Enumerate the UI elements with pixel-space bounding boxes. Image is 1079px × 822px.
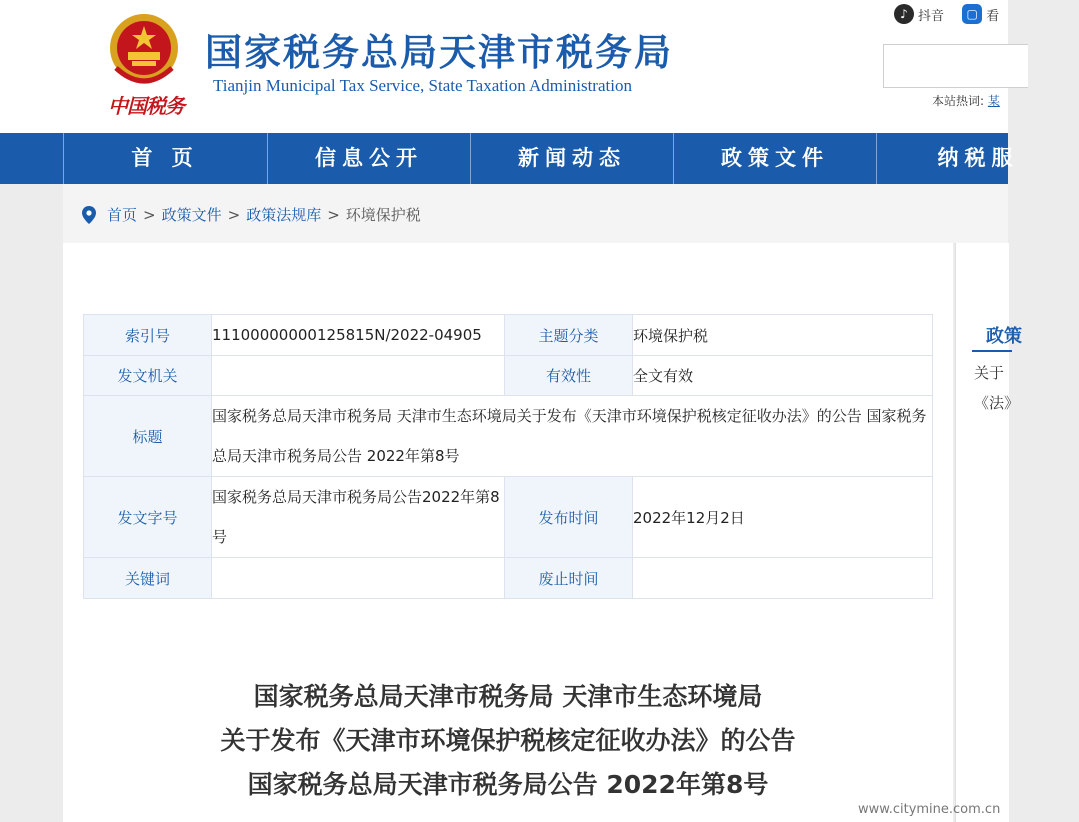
issuer-label: 发文机关 (84, 356, 212, 396)
breadcrumb-current: 环境保护税 (345, 206, 421, 224)
breadcrumb-separator: > (227, 205, 241, 224)
site-header (0, 0, 1008, 133)
nav-item-info[interactable]: 信息公开 (267, 133, 470, 184)
main-nav (0, 133, 1019, 184)
title-value: 国家税务总局天津市税务局 天津市生态环境局关于发布《天津市环境保护税核定征收办法》的公告 国家税务总局天津市税务局公告 2022年第8号 (212, 396, 933, 477)
document-title-line: 国家税务总局天津市税务局 天津市生态环境局 (253, 682, 763, 711)
watermark: www.citymine.com.cn (858, 802, 1001, 817)
hot-words (932, 92, 1000, 109)
nav-item-home[interactable]: 首 页 (63, 133, 266, 184)
national-emblem-icon (106, 8, 182, 92)
app-label: 看 (986, 8, 1000, 24)
topic-value: 环境保护税 (633, 315, 933, 356)
location-pin-icon (82, 206, 96, 224)
document-title (63, 675, 953, 807)
document-info-table (83, 314, 933, 599)
validity-value: 全文有效 (633, 356, 933, 396)
pubdate-value: 2022年12月2日 (633, 477, 933, 558)
sidebar-heading-underline (972, 350, 1012, 352)
douyin-link[interactable] (894, 4, 944, 24)
nav-item-policy[interactable]: 政策文件 (673, 133, 876, 184)
sidebar-heading: 政策 (986, 326, 1022, 347)
docno-value: 国家税务总局天津市税务局公告2022年第8号 (212, 477, 505, 558)
validity-label: 有效性 (505, 356, 633, 396)
topic-label: 主题分类 (505, 315, 633, 356)
breadcrumb-home[interactable]: 首页 (107, 206, 138, 224)
hot-word-link[interactable]: 某 (987, 94, 1000, 108)
search-input[interactable] (883, 44, 1028, 88)
pubdate-label: 发布时间 (505, 477, 633, 558)
related-policies-sidebar (955, 243, 1022, 822)
keywords-label: 关键词 (84, 558, 212, 599)
app-icon: ▢ (962, 4, 982, 24)
index-label: 索引号 (84, 315, 212, 356)
repeal-value (633, 558, 933, 599)
table-row (84, 315, 933, 356)
site-subtitle: Tianjin Municipal Tax Service, State Taxation Administration (213, 76, 632, 95)
table-row (84, 356, 933, 396)
docno-label: 发文字号 (84, 477, 212, 558)
index-value: 11100000000125815N/2022-04905 (212, 315, 505, 356)
site-title[interactable]: 国家税务总局天津市税务局 (205, 31, 673, 74)
sidebar-link[interactable]: 关于《法》 (974, 364, 1020, 412)
article-panel (63, 243, 953, 822)
keywords-value (212, 558, 505, 599)
issuer-value (212, 356, 505, 396)
repeal-label: 废止时间 (505, 558, 633, 599)
breadcrumb (63, 184, 1008, 243)
douyin-label: 抖音 (918, 8, 945, 24)
hot-words-label: 本站热词: (932, 94, 985, 108)
app-link[interactable] (962, 4, 999, 24)
douyin-icon: ♪ (894, 4, 914, 24)
table-row (84, 477, 933, 558)
breadcrumb-separator: > (143, 205, 156, 224)
breadcrumb-separator: > (327, 205, 340, 224)
table-row (84, 396, 933, 477)
table-row (84, 558, 933, 599)
document-title-line: 国家税务总局天津市税务局公告 2022年第8号 (247, 770, 769, 799)
document-title-line: 关于发布《天津市环境保护税核定征收办法》的公告 (220, 726, 796, 755)
top-links (894, 4, 1013, 24)
nav-item-service[interactable]: 纳税服 (876, 133, 1079, 184)
title-label: 标题 (84, 396, 212, 477)
nav-item-news[interactable]: 新闻动态 (470, 133, 673, 184)
calligraphy-logo: 中国税务 (108, 94, 184, 118)
breadcrumb-policy[interactable]: 政策文件 (161, 206, 222, 224)
breadcrumb-law-library[interactable]: 政策法规库 (246, 206, 322, 224)
